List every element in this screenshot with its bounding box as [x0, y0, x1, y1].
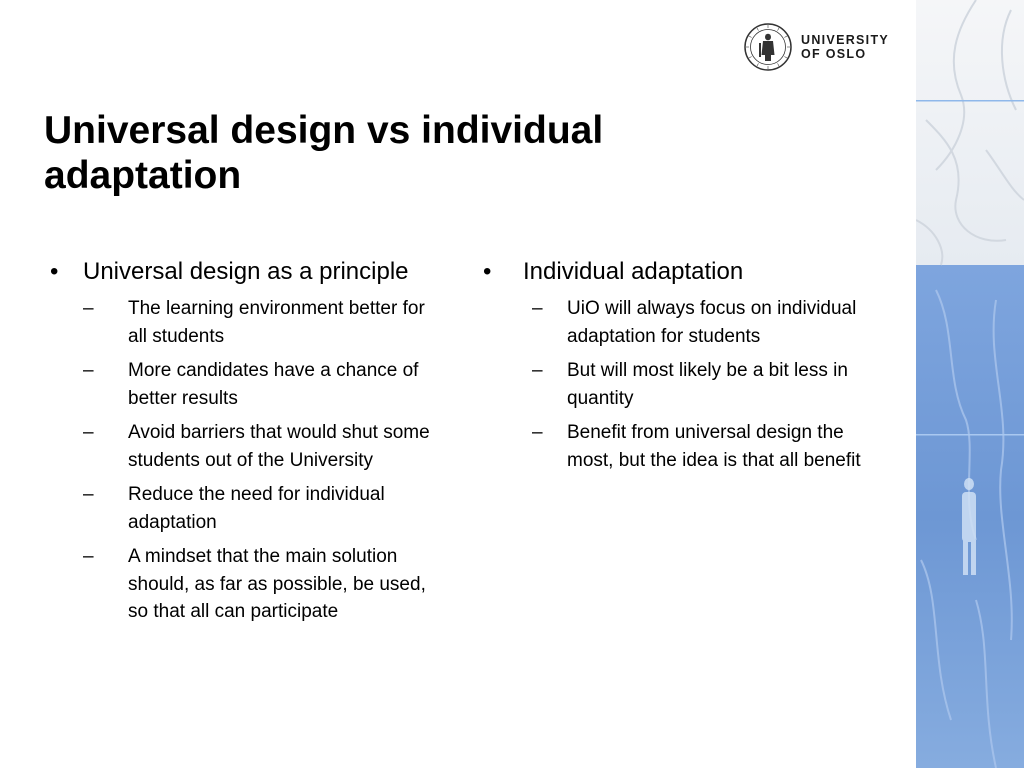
dash-mark: – — [532, 360, 543, 381]
list-item — [532, 419, 893, 474]
university-wordmark — [801, 33, 889, 61]
sub-bullet-list — [532, 295, 893, 474]
list-item — [83, 295, 445, 350]
dash-mark: – — [83, 422, 94, 443]
bullet-heading: Individual adaptation — [523, 258, 744, 285]
list-item-text: More candidates have a chance of better results — [128, 360, 419, 409]
bullet-mark: • — [50, 258, 59, 285]
list-item — [83, 357, 445, 412]
list-item — [83, 543, 445, 626]
list-item — [532, 357, 893, 412]
dash-mark: – — [83, 298, 94, 319]
list-item-text: Reduce the need for individual adaptation — [128, 484, 385, 533]
list-item-text: The learning environment better for all students — [128, 298, 425, 347]
university-logo — [743, 22, 889, 72]
statue-artwork — [916, 0, 1024, 768]
bullet-universal-design — [50, 256, 445, 288]
uio-seal-icon — [743, 22, 793, 72]
right-column — [483, 256, 893, 474]
slide-title: Universal design vs individual adaptation — [44, 109, 604, 197]
dash-mark: – — [532, 422, 543, 443]
sub-bullet-list — [83, 295, 445, 626]
bullet-heading: Universal design as a principle — [83, 258, 409, 285]
dash-mark: – — [83, 546, 94, 567]
left-column — [50, 256, 445, 626]
dash-mark: – — [83, 360, 94, 381]
list-item — [83, 481, 445, 536]
dash-mark: – — [532, 298, 543, 319]
list-item-text: Benefit from universal design the most, but the idea is that all benefit — [567, 422, 861, 471]
decorative-side-panel — [916, 0, 1024, 768]
bullet-individual-adaptation — [483, 256, 893, 288]
list-item-text: A mindset that the main solution should, as far as possible, be used, so that all can participate — [128, 546, 426, 622]
wordmark-line-2: OF OSLO — [801, 47, 867, 61]
list-item-text: Avoid barriers that would shut some students out of the University — [128, 422, 430, 471]
bullet-mark: • — [483, 258, 492, 285]
list-item — [83, 419, 445, 474]
list-item-text: But will most likely be a bit less in quantity — [567, 360, 848, 409]
list-item-text: UiO will always focus on individual adaptation for students — [567, 298, 857, 347]
wordmark-line-1: UNIVERSITY — [801, 33, 890, 47]
dash-mark: – — [83, 484, 94, 505]
list-item — [532, 295, 893, 350]
